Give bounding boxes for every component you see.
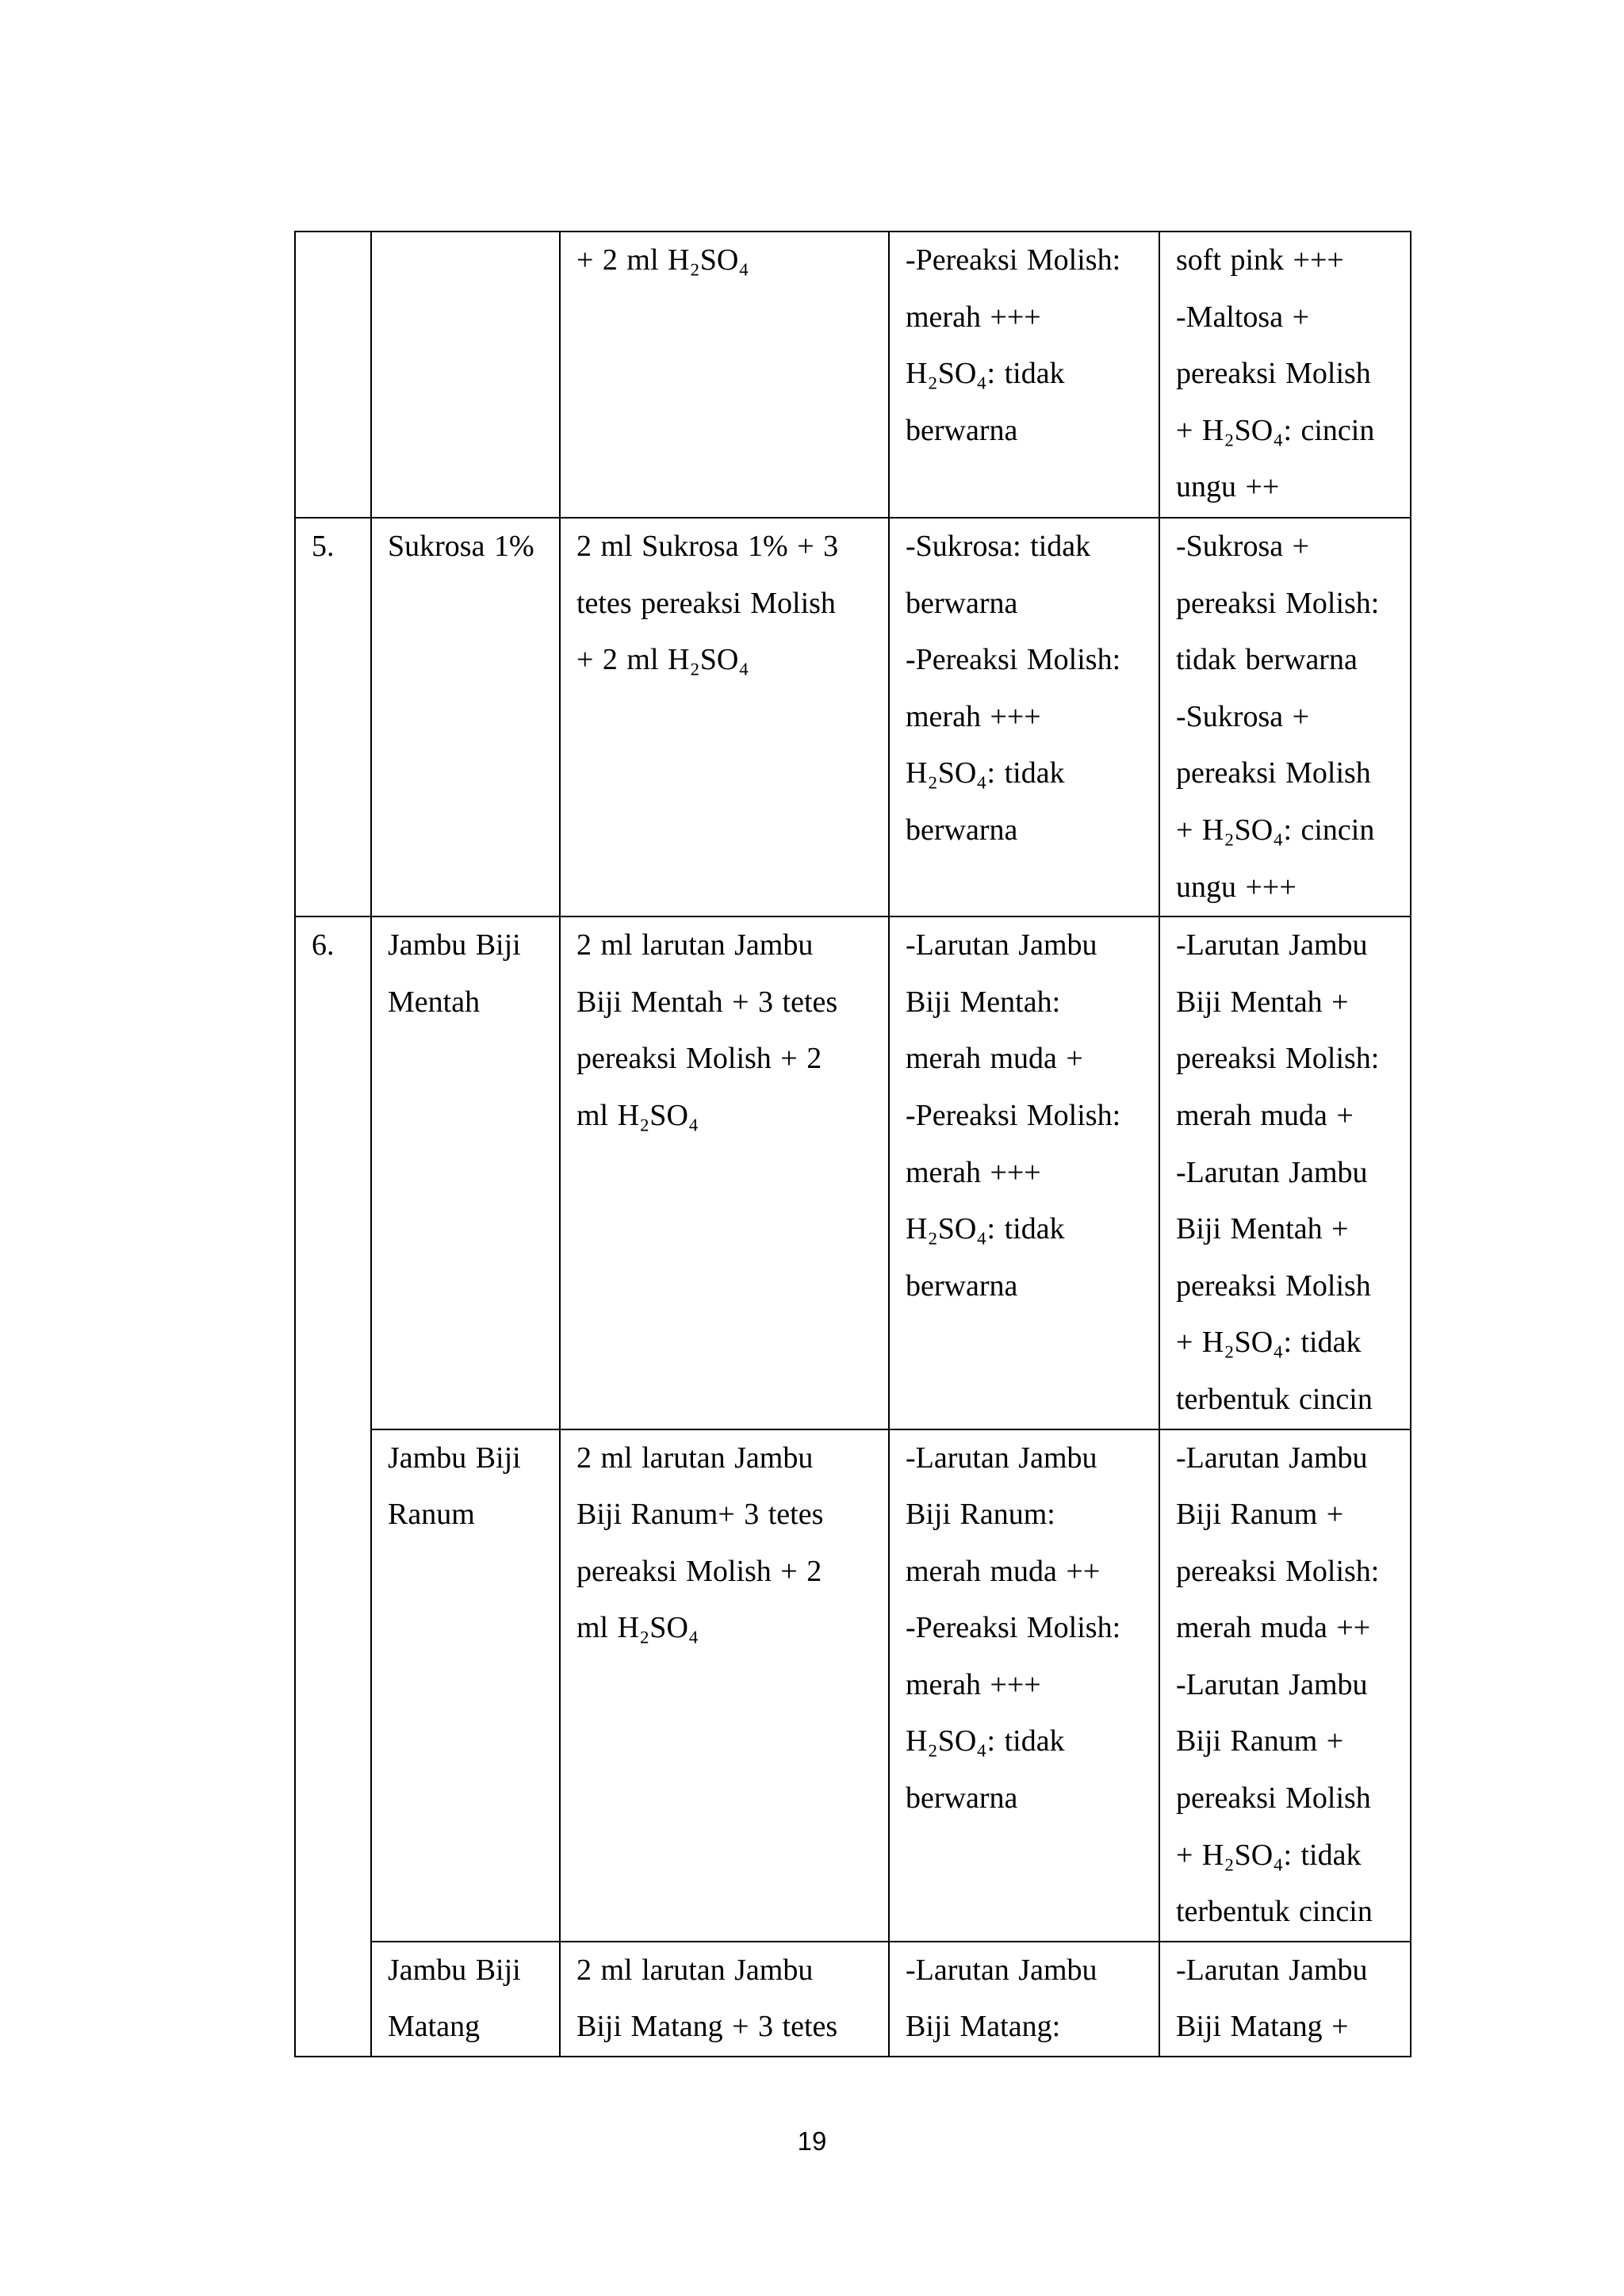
- sample-cell: Jambu Biji Mentah: [371, 916, 560, 1429]
- observation-cell: -Sukrosa: tidak berwarna -Pereaksi Molish: merah +++ H₂SO₄: tidak berwarna: [889, 518, 1159, 916]
- result-cell: -Larutan Jambu Biji Mentah + pereaksi Molish: merah muda + -Larutan Jambu Biji Mentah + pereaksi Molish + H₂SO₄: tidak terbentuk cincin: [1159, 916, 1411, 1429]
- procedure-cell: + 2 ml H₂SO₄: [560, 232, 889, 518]
- sample-cell: [371, 232, 560, 518]
- sample-cell: Sukrosa 1%: [371, 518, 560, 916]
- procedure-cell: 2 ml larutan Jambu Biji Mentah + 3 tetes pereaksi Molish + 2 ml H₂SO₄: [560, 916, 889, 1429]
- observation-cell: -Pereaksi Molish: merah +++ H₂SO₄: tidak berwarna: [889, 232, 1159, 518]
- procedure-cell: 2 ml Sukrosa 1% + 3 tetes pereaksi Molish + 2 ml H₂SO₄: [560, 518, 889, 916]
- procedure-cell: 2 ml larutan Jambu Biji Ranum+ 3 tetes pereaksi Molish + 2 ml H₂SO₄: [560, 1429, 889, 1942]
- number-cell: [295, 232, 371, 518]
- observation-cell: -Larutan Jambu Biji Ranum: merah muda ++ -Pereaksi Molish: merah +++ H₂SO₄: tidak berwarna: [889, 1429, 1159, 1942]
- table-row: [295, 232, 1411, 518]
- table-row: [295, 916, 1411, 1429]
- result-cell: -Sukrosa + pereaksi Molish: tidak berwarna -Sukrosa + pereaksi Molish + H₂SO₄: cincin ungu +++: [1159, 518, 1411, 916]
- sample-cell: Jambu Biji Matang: [371, 1942, 560, 2057]
- observation-cell: -Larutan Jambu Biji Mentah: merah muda + -Pereaksi Molish: merah +++ H₂SO₄: tidak berwarna: [889, 916, 1159, 1429]
- table-row: [295, 1942, 1411, 2057]
- results-table: [294, 231, 1411, 2057]
- procedure-cell: 2 ml larutan Jambu Biji Matang + 3 tetes: [560, 1942, 889, 2057]
- number-cell: 5.: [295, 518, 371, 916]
- number-cell: 6.: [295, 916, 371, 2057]
- result-cell: -Larutan Jambu Biji Ranum + pereaksi Molish: merah muda ++ -Larutan Jambu Biji Ranum + pereaksi Molish + H₂SO₄: tidak terbentuk cincin: [1159, 1429, 1411, 1942]
- observation-cell: -Larutan Jambu Biji Matang:: [889, 1942, 1159, 2057]
- sample-cell: Jambu Biji Ranum: [371, 1429, 560, 1942]
- table-row: [295, 518, 1411, 916]
- result-cell: soft pink +++ -Maltosa + pereaksi Molish + H₂SO₄: cincin ungu ++: [1159, 232, 1411, 518]
- table-row: [295, 1429, 1411, 1942]
- result-cell: -Larutan Jambu Biji Matang +: [1159, 1942, 1411, 2057]
- page-number: 19: [797, 2126, 827, 2156]
